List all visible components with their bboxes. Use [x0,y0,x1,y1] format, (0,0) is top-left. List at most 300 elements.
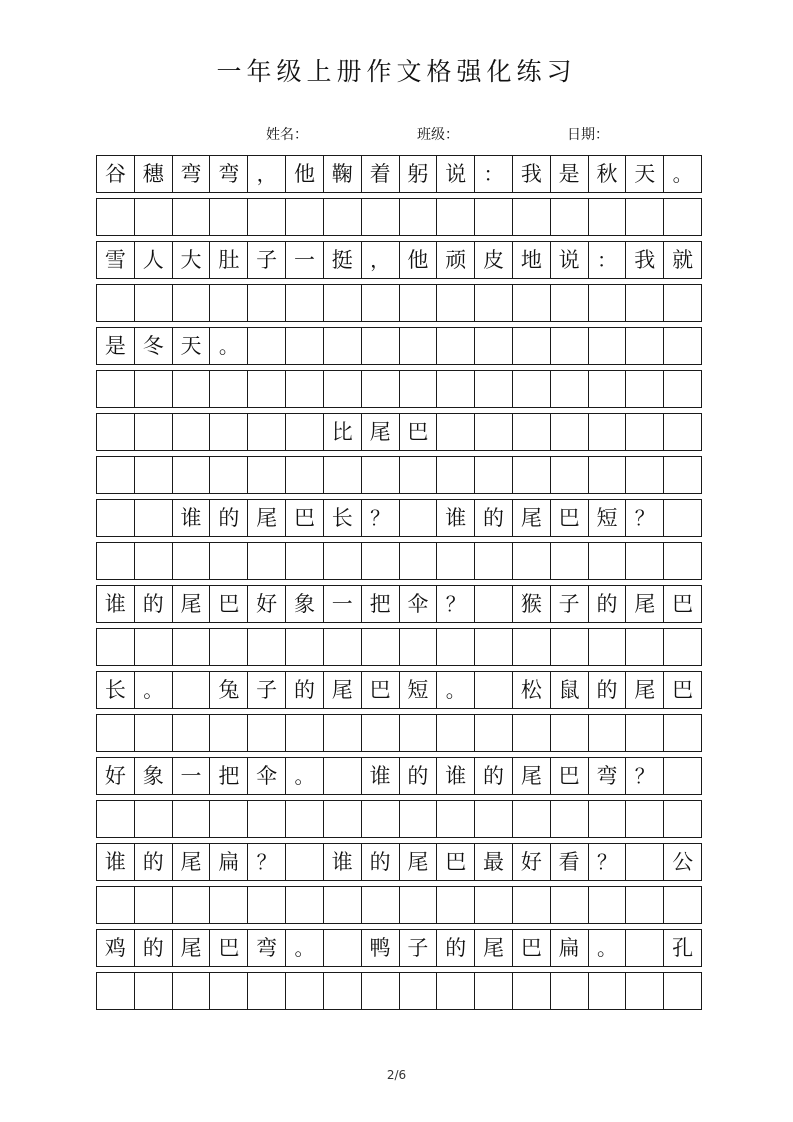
grid-cell: 伞 [247,758,285,794]
grid-cell-empty [361,887,399,923]
grid-cell-empty [512,414,550,450]
grid-cell-empty [512,543,550,579]
grid-cell: ？ [361,500,399,536]
grid-cell-empty [550,973,588,1009]
grid-cell: 一 [285,242,323,278]
grid-cell-empty [97,199,134,235]
grid-cell-empty [323,371,361,407]
grid-cell-empty [625,414,663,450]
grid-cell-empty [474,285,512,321]
grid-cell-empty [247,285,285,321]
grid-cell-empty [361,543,399,579]
grid-cell-empty [399,973,437,1009]
grid-cell: 的 [474,758,512,794]
grid-cell-empty [361,371,399,407]
grid-cell-empty [361,801,399,837]
grid-cell-empty [361,199,399,235]
grid-cell-empty [134,457,172,493]
grid-cell-empty [663,457,701,493]
grid-cell-empty [399,500,437,536]
grid-cell: 顽 [436,242,474,278]
grid-cell: 好 [104,763,126,788]
grid-cell: 弯 [588,758,626,794]
grid-cell-empty [285,414,323,450]
grid-cell: 是 [550,156,588,192]
grid-cell: 说 [436,156,474,192]
grid-cell: 尾 [172,586,210,622]
grid-cell-empty [663,414,701,450]
grid-cell: 谁 [104,849,126,874]
grid-cell-empty [625,457,663,493]
grid-cell-empty [663,801,701,837]
grid-cell-empty [361,328,399,364]
grid-cell-empty [209,715,247,751]
grid-cell-empty [172,199,210,235]
grid-cell-empty [323,629,361,665]
grid-cell: ， [247,156,285,192]
grid-cell-empty [625,973,663,1009]
grid-cell-empty [209,457,247,493]
grid-row [96,155,702,193]
grid-cell: ？ [247,844,285,880]
grid-row [96,800,702,838]
grid-cell-empty [209,371,247,407]
grid-cell-empty [625,801,663,837]
grid-cell-empty [323,973,361,1009]
grid-cell-empty [550,328,588,364]
grid-cell: 谁 [361,758,399,794]
grid-cell-empty [512,285,550,321]
grid-cell-empty [474,543,512,579]
grid-cell-empty [172,887,210,923]
grid-cell: 尾 [625,586,663,622]
grid-cell: 尾 [172,930,210,966]
grid-cell-empty [97,715,134,751]
grid-cell: 鸭 [361,930,399,966]
grid-cell-empty [625,371,663,407]
grid-cell-empty [209,801,247,837]
grid-cell: 是 [104,333,126,358]
grid-cell-empty [550,371,588,407]
grid-cell: ： [474,156,512,192]
grid-cell-empty [209,414,247,450]
grid-cell: 说 [550,242,588,278]
grid-row [96,628,702,666]
grid-cell-empty [663,887,701,923]
grid-cell: 伞 [399,586,437,622]
grid-cell-empty [399,629,437,665]
grid-cell-empty [474,672,512,708]
grid-cell-empty [625,543,663,579]
grid-cell: 比 [323,414,361,450]
grid-cell: 子 [247,672,285,708]
grid-cell-empty [625,285,663,321]
grid-cell-empty [588,199,626,235]
grid-cell-empty [97,887,134,923]
grid-cell-empty [285,887,323,923]
grid-cell-empty [361,629,399,665]
grid-cell-empty [625,844,663,880]
grid-cell: 巴 [550,758,588,794]
grid-cell-empty [474,328,512,364]
grid-cell: 把 [209,758,247,794]
grid-cell-empty [588,715,626,751]
grid-cell: ？ [625,500,663,536]
grid-cell-empty [625,930,663,966]
grid-cell-empty [474,371,512,407]
grid-cell-empty [512,715,550,751]
grid-cell-empty [97,285,134,321]
grid-cell-empty [436,629,474,665]
grid-cell-empty [474,887,512,923]
grid-cell-empty [588,629,626,665]
grid-cell-empty [663,715,701,751]
grid-row [96,671,702,709]
grid-cell-empty [134,199,172,235]
grid-cell-empty [399,801,437,837]
grid-cell: 鼠 [550,672,588,708]
grid-cell-empty [512,328,550,364]
grid-cell-empty [97,414,134,450]
grid-cell: 我 [512,156,550,192]
grid-cell: 秋 [588,156,626,192]
grid-cell-empty [247,887,285,923]
grid-cell-empty [134,973,172,1009]
grid-cell: 天 [172,328,210,364]
grid-cell: 皮 [474,242,512,278]
grid-cell: 。 [209,328,247,364]
name-label: 姓名： [266,127,308,143]
grid-cell-empty [474,801,512,837]
grid-cell-empty [97,973,134,1009]
grid-row [96,241,702,279]
grid-cell-empty [134,629,172,665]
grid-cell: 子 [550,586,588,622]
grid-cell-empty [134,285,172,321]
grid-row [96,972,702,1010]
grid-cell-empty [436,371,474,407]
grid-cell: 谁 [172,500,210,536]
grid-cell-empty [588,543,626,579]
grid-cell: 扁 [209,844,247,880]
grid-cell-empty [663,328,701,364]
grid-cell-empty [134,414,172,450]
grid-cell-empty [247,801,285,837]
grid-cell-empty [361,973,399,1009]
grid-cell: 的 [474,500,512,536]
grid-cell: 。 [285,930,323,966]
grid-cell-empty [474,457,512,493]
grid-cell: 尾 [474,930,512,966]
grid-cell: ？ [436,586,474,622]
page-title: 一年级上册作文格强化练习 [216,57,577,86]
grid-cell-empty [247,457,285,493]
grid-cell-empty [323,285,361,321]
grid-cell-empty [172,629,210,665]
grid-cell-empty [399,285,437,321]
grid-cell-empty [172,672,210,708]
grid-cell: 尾 [625,672,663,708]
grid-cell: 的 [209,500,247,536]
grid-cell: 一 [323,586,361,622]
grid-cell-empty [323,758,361,794]
grid-cell-empty [436,973,474,1009]
grid-cell-empty [474,414,512,450]
grid-cell: 巴 [361,672,399,708]
grid-cell-empty [512,199,550,235]
grid-cell-empty [399,328,437,364]
grid-cell-empty [588,371,626,407]
grid-cell-empty [625,629,663,665]
grid-cell-empty [285,285,323,321]
grid-cell-empty [361,457,399,493]
grid-row [96,370,702,408]
grid-cell: 谁 [436,500,474,536]
grid-cell-empty [474,199,512,235]
grid-cell: 扁 [550,930,588,966]
grid-cell-empty [512,973,550,1009]
grid-cell-empty [550,543,588,579]
grid-cell: ： [588,242,626,278]
grid-cell: 。 [588,930,626,966]
grid-cell-empty [588,328,626,364]
grid-cell-empty [172,414,210,450]
grid-cell-empty [285,715,323,751]
grid-cell-empty [97,457,134,493]
grid-cell-empty [209,285,247,321]
grid-cell-empty [172,973,210,1009]
class-label: 班级： [417,127,459,143]
grid-cell-empty [512,371,550,407]
grid-cell-empty [663,199,701,235]
grid-row [96,542,702,580]
grid-cell: 长 [323,500,361,536]
grid-cell-empty [134,500,172,536]
grid-row [96,198,702,236]
grid-cell-empty [97,801,134,837]
grid-cell-empty [323,543,361,579]
grid-cell: 挺 [323,242,361,278]
grid-cell-empty [550,199,588,235]
grid-cell-empty [436,887,474,923]
grid-cell: 他 [285,156,323,192]
grid-cell-empty [550,801,588,837]
grid-cell: 躬 [399,156,437,192]
grid-cell-empty [588,457,626,493]
grid-cell: 短 [399,672,437,708]
grid-cell: 巴 [399,414,437,450]
grid-cell-empty [247,371,285,407]
page-indicator: 2/6 [386,1068,407,1082]
grid-cell: 好 [512,844,550,880]
grid-cell: 松 [512,672,550,708]
grid-cell: 子 [247,242,285,278]
grid-cell-empty [285,844,323,880]
grid-cell-empty [134,543,172,579]
grid-cell-empty [209,973,247,1009]
grid-row [96,585,702,623]
grid-cell-empty [663,758,701,794]
grid-cell-empty [247,328,285,364]
grid-cell-empty [247,973,285,1009]
grid-cell-empty [134,801,172,837]
grid-cell: 的 [399,758,437,794]
grid-cell-empty [663,629,701,665]
grid-cell: 一 [172,758,210,794]
grid-cell-empty [285,457,323,493]
grid-cell-empty [97,543,134,579]
grid-cell-empty [550,887,588,923]
grid-cell-empty [474,973,512,1009]
grid-cell: 巴 [285,500,323,536]
writing-grid [96,155,702,1015]
grid-cell: 的 [361,844,399,880]
grid-cell-empty [323,887,361,923]
grid-cell-empty [172,715,210,751]
grid-cell-empty [474,629,512,665]
grid-cell-empty [436,543,474,579]
grid-cell: 肚 [209,242,247,278]
grid-cell: 尾 [399,844,437,880]
grid-cell-empty [247,543,285,579]
grid-cell: 就 [663,242,701,278]
grid-cell-empty [172,543,210,579]
grid-cell: 。 [663,156,701,192]
grid-cell: 尾 [323,672,361,708]
grid-cell: 。 [134,672,172,708]
grid-cell-empty [550,457,588,493]
grid-cell: 最 [474,844,512,880]
grid-row [96,886,702,924]
grid-cell: 谁 [436,758,474,794]
grid-cell-empty [588,801,626,837]
grid-cell: 象 [285,586,323,622]
grid-cell-empty [474,586,512,622]
grid-cell: 的 [134,586,172,622]
grid-cell: 短 [588,500,626,536]
grid-cell-empty [663,371,701,407]
grid-cell: 的 [588,586,626,622]
grid-cell: 巴 [209,586,247,622]
grid-cell-empty [625,328,663,364]
grid-cell-empty [588,887,626,923]
grid-cell-empty [134,887,172,923]
grid-cell-empty [247,199,285,235]
grid-cell: 象 [134,758,172,794]
grid-cell-empty [134,371,172,407]
grid-cell-empty [209,887,247,923]
grid-cell-empty [625,199,663,235]
grid-cell: 尾 [172,844,210,880]
grid-cell-empty [550,414,588,450]
grid-cell: 尾 [512,500,550,536]
grid-cell-empty [247,414,285,450]
grid-cell-empty [323,457,361,493]
grid-cell-empty [172,371,210,407]
grid-row [96,499,702,537]
grid-cell: 穗 [134,156,172,192]
grid-cell-empty [285,629,323,665]
grid-cell-empty [97,371,134,407]
grid-cell-empty [323,328,361,364]
grid-cell: 弯 [209,156,247,192]
grid-cell-empty [550,629,588,665]
grid-cell-empty [512,457,550,493]
grid-cell-empty [512,801,550,837]
grid-cell: 的 [588,672,626,708]
grid-row [96,413,702,451]
grid-cell-empty [399,887,437,923]
grid-cell-empty [285,371,323,407]
grid-cell-empty [512,887,550,923]
grid-cell-empty [209,629,247,665]
grid-cell-empty [285,199,323,235]
grid-cell: 的 [134,930,172,966]
grid-cell: 巴 [663,586,701,622]
grid-cell: 的 [134,844,172,880]
grid-row [96,714,702,752]
grid-row [96,284,702,322]
grid-cell-empty [323,715,361,751]
grid-cell: 巴 [550,500,588,536]
date-label: 日期： [567,127,609,143]
grid-cell: 地 [512,242,550,278]
grid-cell-empty [663,500,701,536]
grid-cell-empty [399,457,437,493]
grid-cell-empty [209,199,247,235]
grid-cell: 巴 [663,672,701,708]
grid-cell-empty [285,973,323,1009]
grid-cell-empty [436,328,474,364]
grid-cell-empty [247,629,285,665]
grid-cell: 公 [663,844,701,880]
grid-cell-empty [550,285,588,321]
grid-cell-empty [436,457,474,493]
grid-cell: 兔 [209,672,247,708]
grid-cell-empty [172,457,210,493]
grid-cell-empty [399,199,437,235]
grid-cell: ？ [625,758,663,794]
grid-cell-empty [172,285,210,321]
grid-cell-empty [436,414,474,450]
grid-cell-empty [588,285,626,321]
grid-cell: 鸡 [104,935,126,960]
grid-cell-empty [361,285,399,321]
grid-cell: 猴 [512,586,550,622]
grid-row [96,757,702,795]
grid-cell-empty [436,285,474,321]
grid-cell: 巴 [436,844,474,880]
grid-cell-empty [625,715,663,751]
grid-cell-empty [663,543,701,579]
grid-cell-empty [588,414,626,450]
grid-cell-empty [172,801,210,837]
grid-cell: 长 [104,677,126,702]
grid-cell-empty [285,328,323,364]
grid-cell: 子 [399,930,437,966]
grid-cell-empty [323,930,361,966]
grid-row [96,843,702,881]
grid-cell: 尾 [512,758,550,794]
grid-cell: 人 [134,242,172,278]
grid-cell: 的 [285,672,323,708]
grid-cell: 谁 [323,844,361,880]
grid-cell: 谁 [104,591,126,616]
grid-cell: 谷 [104,161,126,186]
grid-cell: 尾 [361,414,399,450]
grid-cell: 他 [399,242,437,278]
grid-cell-empty [588,973,626,1009]
